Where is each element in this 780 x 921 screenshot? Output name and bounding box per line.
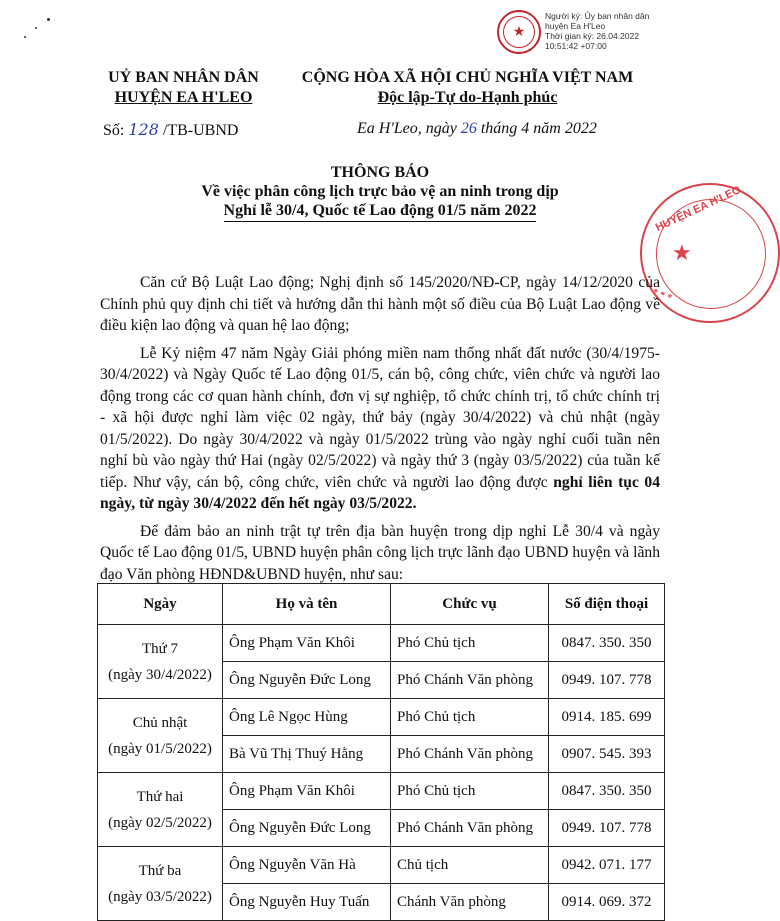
header-day: Ngày	[98, 584, 223, 625]
duty-day-cell	[98, 625, 223, 699]
duty-date-label: (ngày 01/5/2022)	[108, 740, 212, 757]
officer-role: Phó Chủ tịch	[391, 773, 549, 810]
duty-day-cell	[98, 847, 223, 921]
document-number: Số: 128 /TB-UBND	[103, 120, 239, 139]
seal-star-icon: ★	[672, 240, 692, 265]
signer-line: Người ký: Ủy ban nhân dân	[545, 11, 650, 21]
duty-day-cell	[98, 699, 223, 773]
paragraph-duty-assignment: Để đảm bảo an ninh trật tự trên địa bàn huyện trong dịp nghỉ Lễ 30/4 và ngày Quốc tế Lao động 01/5, UBND huyện phân công lịch trực lãnh đạo UBND huyện và lãnh đạo Văn phòng HĐND&UBND huyện, như sau:	[100, 522, 660, 583]
sign-time-line: Thời gian ký: 26.04.2022	[545, 31, 639, 41]
officer-name: Ông Phạm Văn Khôi	[223, 625, 391, 662]
officer-role: Phó Chủ tịch	[391, 625, 549, 662]
officer-phone: 0942. 071. 177	[549, 847, 665, 884]
officer-name: Ông Phạm Văn Khôi	[223, 773, 391, 810]
scan-speck	[24, 36, 26, 38]
table-row	[98, 699, 665, 736]
officer-phone: 0847. 350. 350	[549, 625, 665, 662]
duty-date-label: (ngày 03/5/2022)	[108, 888, 212, 905]
signer-line: huyện Ea H'Leo	[545, 21, 606, 31]
duty-day-label: Chủ nhật	[132, 714, 188, 731]
officer-phone: 0914. 069. 372	[549, 884, 665, 921]
handwritten-number: 128	[128, 120, 159, 139]
officer-role: Chủ tịch	[391, 847, 549, 884]
official-seal: HUYỆN EA H'LEO ★ * * *	[640, 183, 780, 323]
officer-name: Ông Nguyễn Đức Long	[223, 810, 391, 847]
officer-role: Phó Chủ tịch	[391, 699, 549, 736]
handwritten-day: 26	[460, 120, 477, 137]
officer-name: Bà Vũ Thị Thuý Hằng	[223, 736, 391, 773]
motto-line1: CỘNG HÒA XÃ HỘI CHỦ NGHĨA VIỆT NAM	[301, 69, 634, 86]
header-name: Họ và tên	[223, 584, 391, 625]
officer-name: Ông Lê Ngọc Hùng	[223, 699, 391, 736]
duty-day-label: Thứ 7	[141, 640, 179, 657]
holiday-summary: nghỉ liên tục 04 ngày, từ ngày 30/4/2022 đến hết ngày 03/5/2022.	[100, 473, 661, 512]
table-row	[98, 847, 665, 884]
document-body	[100, 272, 660, 585]
digital-signature-emblem	[497, 10, 541, 54]
document-title	[100, 163, 660, 222]
seal-text: HUYỆN EA H'LEO	[653, 183, 743, 235]
title-subject: Về việc phân công lịch trực bảo vệ an ninh trong dịp	[201, 183, 559, 200]
officer-phone: 0949. 107. 778	[549, 662, 665, 699]
national-motto	[295, 68, 640, 108]
star-icon: ★	[503, 16, 535, 48]
duty-date-label: (ngày 02/5/2022)	[108, 814, 212, 831]
paragraph-holiday-schedule: Lễ Kỷ niệm 47 năm Ngày Giải phóng miền nam thống nhất đất nước (30/4/1975-30/4/2022) và Ngày Quốc tế Lao động 01/5, cán bộ, công chức, viên chức và người lao động trong các cơ quan hành chính, đơn vị sự nghiệp, tổ chức chính trị, tổ chức chính trị - xã hội được nghỉ làm việc 02 ngày, thứ bảy (ngày 30/4/2022) và chủ nhật (ngày 01/5/2022). Do ngày 30/4/2022 và ngày 01/5/2022 trùng vào ngày nghỉ cuối tuần nên nghỉ bù vào ngày thứ Hai (ngày 02/5/2022) và ngày thứ 3 (ngày 03/5/2022) của tuần kế tiếp. Như vậy, cán bộ, công chức, viên chức và người lao động được nghỉ liên tục 04 ngày, từ ngày 30/4/2022 đến hết ngày 03/5/2022.	[100, 344, 661, 512]
officer-name: Ông Nguyễn Huy Tuấn	[223, 884, 391, 921]
duty-day-label: Thứ ba	[138, 862, 182, 879]
duty-day-label: Thứ hai	[136, 788, 184, 805]
paragraph-legal-basis: Căn cứ Bộ Luật Lao động; Nghị định số 145/2020/NĐ-CP, ngày 14/12/2020 của Chính phủ quy định chi tiết và hướng dẫn thi hành một số điều của Bộ Luật Lao động về điều kiện lao động và quan hệ lao động;	[100, 274, 660, 334]
signature-box	[545, 11, 705, 51]
officer-role: Phó Chánh Văn phòng	[391, 736, 549, 773]
officer-phone: 0914. 185. 699	[549, 699, 665, 736]
officer-name: Ông Nguyễn Đức Long	[223, 662, 391, 699]
authority-line2: HUYỆN EA H'LEO	[114, 89, 253, 106]
table-header-row	[98, 584, 665, 625]
duty-schedule-table	[97, 583, 665, 921]
table-row	[98, 773, 665, 810]
officer-phone: 0847. 350. 350	[549, 773, 665, 810]
sign-time-line: 10:51:42 +07:00	[545, 41, 607, 51]
officer-role: Chánh Văn phòng	[391, 884, 549, 921]
officer-phone: 0907. 545. 393	[549, 736, 665, 773]
table-row	[98, 625, 665, 662]
authority-line1: UỶ BAN NHÂN DÂN	[108, 69, 259, 86]
duty-day-cell	[98, 773, 223, 847]
issuing-authority	[96, 68, 271, 108]
header-role: Chức vụ	[391, 584, 549, 625]
officer-role: Phó Chánh Văn phòng	[391, 662, 549, 699]
officer-name: Ông Nguyễn Văn Hà	[223, 847, 391, 884]
scan-speck	[47, 18, 50, 21]
title-subject-line2: Nghỉ lễ 30/4, Quốc tế Lao động 01/5 năm 2022	[224, 201, 537, 222]
title-main: THÔNG BÁO	[330, 164, 430, 181]
motto-line2: Độc lập-Tự do-Hạnh phúc	[377, 89, 558, 106]
header-phone: Số điện thoại	[549, 584, 665, 625]
officer-phone: 0949. 107. 778	[549, 810, 665, 847]
officer-role: Phó Chánh Văn phòng	[391, 810, 549, 847]
document-date: Ea H'Leo, ngày 26 tháng 4 năm 2022	[357, 120, 597, 137]
scan-speck	[35, 27, 37, 29]
duty-date-label: (ngày 30/4/2022)	[108, 666, 212, 683]
